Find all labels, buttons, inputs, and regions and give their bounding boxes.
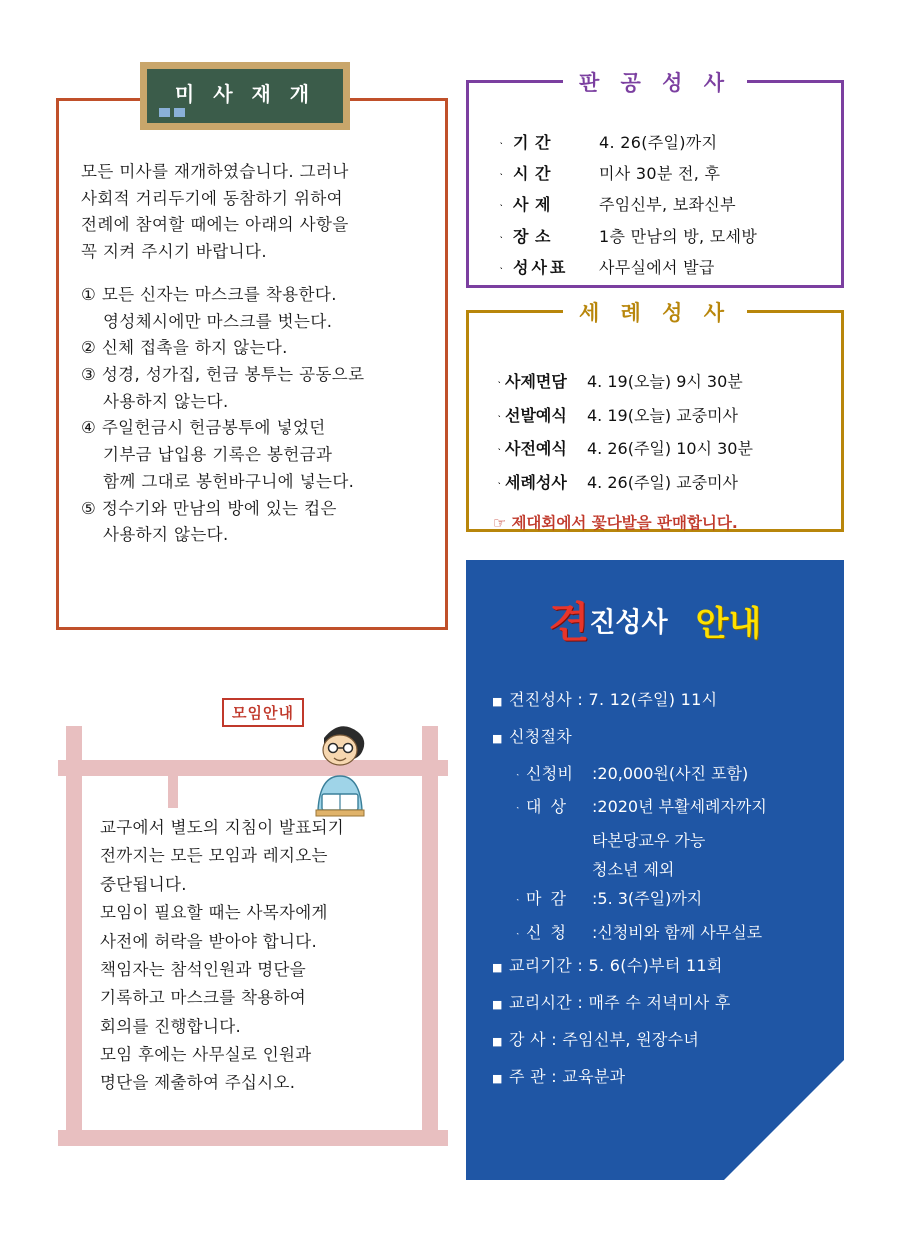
meeting-sign-label: 모임안내 (222, 698, 304, 727)
confirmation-title-big: 견 (548, 598, 590, 647)
confirmation-row (492, 725, 830, 750)
meetings-panel (58, 704, 448, 1146)
confirmation-subrow-value: 20,000원(사진 포함) (597, 763, 749, 783)
baptism-list (493, 365, 831, 540)
confession-item-key: 시 간 (513, 164, 551, 184)
baptism-item-value: 4. 26(주일) 교중미사 (587, 472, 739, 492)
confession-title-wrap (469, 67, 841, 97)
frame-post-decoration (168, 760, 178, 808)
confirmation-row (492, 991, 830, 1016)
confession-item (495, 158, 829, 189)
chalkboard-title: 미 사 재 개 (174, 81, 316, 106)
meetings-line: 모임 후에는 사무실로 인원과 (100, 1045, 312, 1064)
baptism-item (493, 399, 831, 433)
mass-rule-line (81, 335, 431, 362)
square-bullet-icon: ■ (492, 1034, 503, 1048)
bullet-icon: ᆞ (495, 168, 508, 184)
confession-list (495, 127, 829, 283)
baptism-panel (466, 301, 844, 533)
mass-rule-cont: 사용하지 않는다. (103, 391, 229, 411)
baptism-item (493, 466, 831, 500)
separator: : (592, 763, 598, 783)
separator: : (592, 888, 598, 908)
mass-rule-number: ① (81, 284, 97, 304)
baptism-item-value: 4. 19(오늘) 9시 30분 (587, 372, 743, 391)
confirmation-row-label: 교리시간 : 매주 수 저녁미사 후 (509, 993, 731, 1013)
confirmation-subrow-key: 대 상 (526, 797, 568, 817)
confession-item-value: 1층 만남의 방, 모세방 (599, 226, 758, 246)
bullet-icon: ᆞ (493, 476, 506, 492)
meetings-line: 회의를 진행합니다. (100, 1016, 242, 1036)
square-bullet-icon: ■ (492, 695, 503, 708)
pointing-hand-icon: ☞ (493, 514, 507, 533)
baptism-item (493, 432, 831, 466)
mass-resumption-panel (56, 98, 448, 630)
mass-rule-text: 주일헌금시 헌금봉투에 넣었던 (96, 418, 326, 438)
mass-body-text (81, 159, 431, 549)
confession-item (495, 252, 829, 283)
confirmation-row-label: 주 관 : 교육분과 (509, 1066, 626, 1086)
confession-panel (466, 71, 844, 288)
confession-item-key: 성사표 (513, 257, 569, 277)
meetings-line: 명단을 제출하여 주십시오. (100, 1073, 296, 1093)
confirmation-subrow-key: 신청비 (526, 763, 574, 783)
corner-fold-decoration (724, 1060, 844, 1180)
mass-intro-line: 모든 미사를 재개하였습니다. 그러나 (81, 162, 349, 181)
bullet-icon: ᆞ (493, 376, 506, 391)
confession-title: 판 공 성 사 (563, 67, 747, 97)
bullet-icon: ᆞ (495, 199, 508, 215)
meetings-line: 책임자는 참석인원과 명단을 (100, 959, 306, 979)
mass-rule-number: ③ (81, 365, 97, 385)
confirmation-row-label: 신청절차 (509, 726, 573, 746)
mass-intro-line: 사회적 거리두기에 동참하기 위하여 (81, 188, 344, 208)
mass-rule-line (81, 362, 431, 389)
bullet-icon: ᆞ (495, 261, 508, 277)
confirmation-heading (466, 590, 844, 650)
confession-item-key: 기 간 (513, 133, 551, 152)
mass-rule-text: 모든 신자는 마스크를 착용한다. (96, 284, 337, 304)
confirmation-subrow-value: 신청비와 함께 사무실로 (597, 922, 763, 942)
confirmation-subrow (512, 795, 830, 820)
mass-rule-text: 신체 접촉을 하지 않는다. (96, 338, 288, 358)
confession-item (495, 127, 829, 158)
mass-rule-cont: 기부금 납입용 기록은 봉헌금과 (103, 445, 333, 465)
bullet-icon: ᆞ (493, 443, 506, 459)
confirmation-subrow-extra: 타본당교우 가능 (592, 831, 706, 851)
confirmation-panel (466, 560, 844, 1180)
mass-rule-number: ② (81, 338, 97, 358)
square-bullet-icon: ■ (492, 961, 503, 975)
frame-left-bar (66, 726, 82, 1146)
confirmation-row (492, 688, 830, 713)
confession-item-value: 4. 26(주일)까지 (599, 133, 718, 152)
confirmation-body (492, 688, 830, 1102)
bullet-icon: ᆞ (512, 892, 524, 907)
bullet-icon: ᆞ (495, 137, 508, 152)
square-bullet-icon: ■ (492, 998, 503, 1012)
bullet-icon: ᆞ (495, 230, 508, 246)
confirmation-subrow-value: 2020년 부활세례자까지 (597, 797, 767, 817)
baptism-title-wrap (469, 297, 841, 327)
confirmation-subrow (512, 887, 830, 912)
mass-rule-line (81, 496, 431, 523)
mass-rule-cont: 함께 그대로 봉헌바구니에 넣는다. (103, 471, 355, 491)
separator: : (592, 797, 598, 817)
confirmation-row (492, 954, 830, 979)
chalk-eraser-icon (159, 108, 185, 117)
confession-item (495, 221, 829, 252)
baptism-title: 세 례 성 사 (563, 297, 747, 327)
confirmation-title-mid: 진성사 (589, 607, 668, 639)
bullet-icon: ᆞ (512, 767, 524, 782)
mass-rule-cont: 사용하지 않는다. (103, 525, 229, 545)
confession-item (495, 189, 829, 220)
mass-intro-line: 꼭 지켜 주시기 바랍니다. (81, 242, 267, 262)
chalkboard-banner (140, 62, 350, 130)
bullet-icon: ᆞ (512, 801, 524, 816)
mass-rule-line (81, 282, 431, 309)
bullet-icon: ᆞ (512, 926, 524, 941)
confession-item-key: 사 제 (513, 195, 551, 215)
mass-rule-cont: 영성체시에만 마스크를 벗는다. (103, 311, 333, 331)
confirmation-row-label: 견진성사 : 7. 12(주일) 11시 (509, 690, 718, 709)
mass-rule-line (81, 415, 431, 442)
meetings-line: 기록하고 마스크를 착용하여 (100, 988, 306, 1008)
meetings-line: 사전에 허락을 받아야 합니다. (100, 931, 318, 951)
confirmation-row-label: 강 사 : 주임신부, 원장수녀 (509, 1029, 700, 1049)
spacer (81, 266, 431, 282)
mass-rule-text: 성경, 성가집, 헌금 봉투는 공동으로 (96, 365, 365, 385)
mass-rule-number: ⑤ (81, 498, 97, 518)
baptism-item-key: 선발예식 (505, 405, 567, 425)
frame-top-bar (58, 760, 448, 776)
baptism-item-key: 세례성사 (505, 472, 567, 492)
baptism-item-value: 4. 19(오늘) 교중미사 (587, 405, 739, 425)
confirmation-row (492, 1028, 830, 1053)
confirmation-subrow-key: 마 감 (526, 888, 568, 908)
confirmation-subrow (512, 762, 830, 787)
meetings-line: 모임이 필요할 때는 사목자에게 (100, 903, 328, 923)
baptism-item-key: 사제면담 (505, 372, 567, 391)
person-doodle-icon (294, 714, 386, 824)
meetings-body (100, 814, 432, 1098)
mass-intro-line: 전례에 참여할 때에는 아래의 사항을 (81, 215, 349, 235)
confirmation-subrow (512, 921, 830, 946)
confirmation-title-yellow: 안내 (695, 603, 762, 644)
separator: : (592, 922, 598, 942)
meetings-line: 중단됩니다. (100, 874, 187, 894)
confession-item-value: 주임신부, 보좌신부 (599, 195, 736, 215)
baptism-item-key: 사전예식 (505, 439, 567, 459)
meetings-line: 교구에서 별도의 지침이 발표되기 (100, 818, 344, 837)
confession-item-value: 사무실에서 발급 (599, 257, 715, 277)
mass-rule-text: 정수기와 만남의 방에 있는 컵은 (96, 498, 337, 518)
baptism-note-text: 제대회에서 꽃다발을 판매합니다. (511, 514, 738, 533)
confirmation-subrow-key: 신 청 (526, 922, 568, 942)
frame-bottom-bar (58, 1130, 448, 1146)
baptism-item (493, 365, 831, 399)
bullet-icon: ᆞ (493, 409, 506, 425)
confession-item-value: 미사 30분 전, 후 (599, 164, 721, 184)
confirmation-row-label: 교리기간 : 5. 6(수)부터 11회 (509, 956, 723, 976)
baptism-item-value: 4. 26(주일) 10시 30분 (587, 439, 753, 459)
confirmation-subrow-extra: 청소년 제외 (592, 859, 675, 879)
meetings-line: 전까지는 모든 모임과 레지오는 (100, 846, 328, 866)
confirmation-subrow-value: 5. 3(주일)까지 (597, 888, 703, 908)
square-bullet-icon: ■ (492, 731, 503, 745)
confession-item-key: 장 소 (513, 226, 551, 246)
baptism-note (493, 507, 831, 540)
mass-rule-number: ④ (81, 418, 97, 438)
square-bullet-icon: ■ (492, 1071, 503, 1085)
